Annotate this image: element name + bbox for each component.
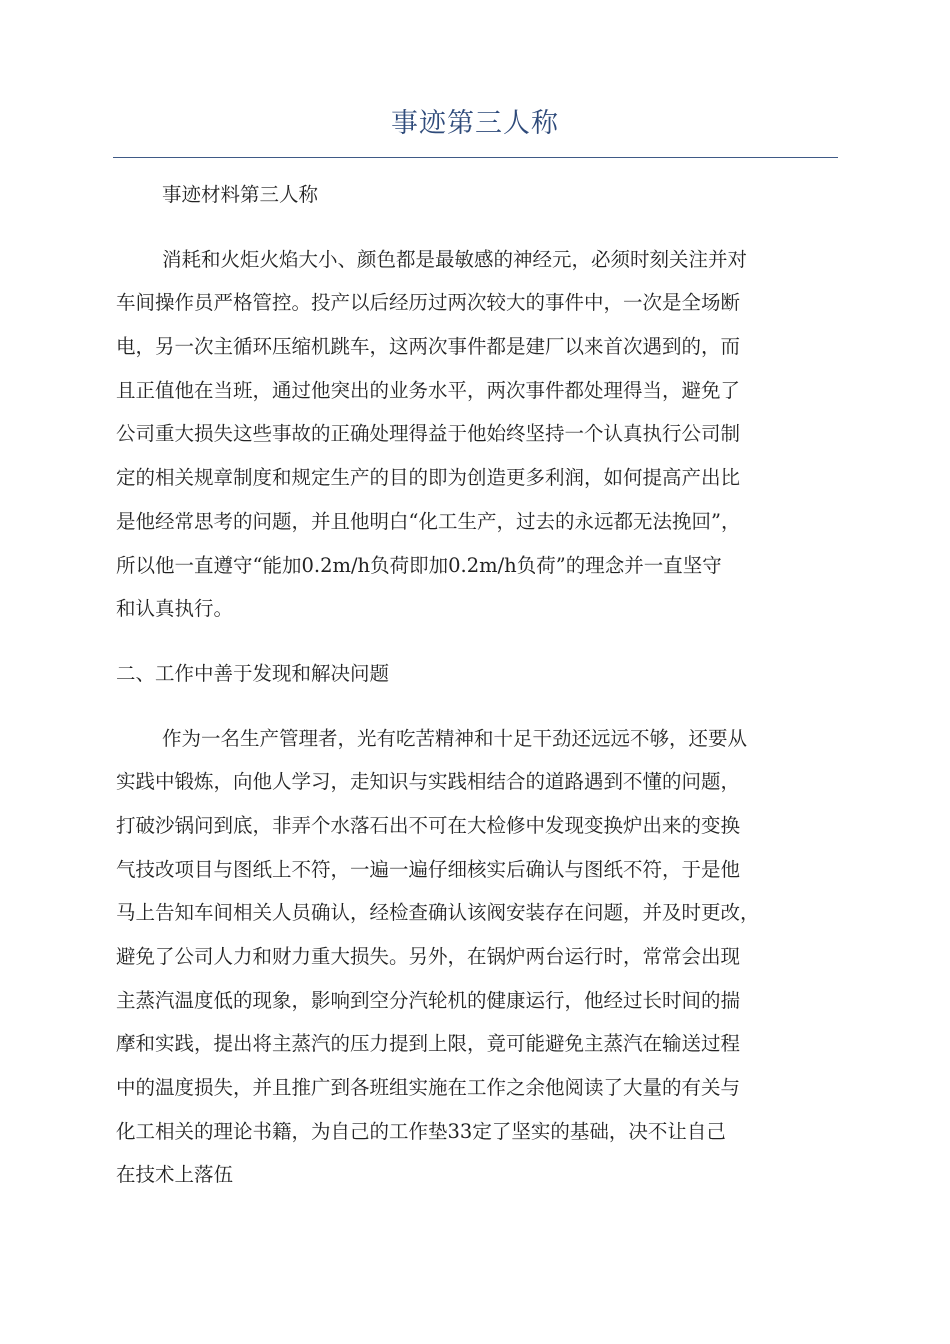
text-line: 电，另一次主循环压缩机跳车，这两次事件都是建厂以来首次遇到的，而 (116, 335, 741, 359)
text-line: 是他经常思考的问题，并且他明白“化工生产，过去的永远都无法挽回”， (116, 509, 741, 533)
paragraph-gap (116, 696, 836, 717)
text-line: 马上告知车间相关人员确认，经检查确认该阀安装存在问题，并及时更改， (116, 901, 760, 925)
text-line: 实践中锻炼，向他人学习，走知识与实践相结合的道路遇到不懂的问题， (116, 770, 741, 794)
text-line: 定的相关规章制度和规定生产的目的即为创造更多利润，如何提高产出比 (116, 466, 741, 490)
section-heading (116, 652, 836, 696)
text-line: 所以他一直遵守“能加0.2m/h负荷即加0.2m/h负荷”的理念并一直坚守 (116, 553, 722, 577)
body-paragraph (116, 238, 836, 631)
document-body (116, 173, 836, 1197)
document-title: 事迹第三人称 (391, 108, 559, 139)
text-line: 公司重大损失这些事故的正确处理得益于他始终坚持一个认真执行公司制 (116, 422, 741, 446)
text-line: 和认真执行。 (116, 597, 234, 621)
section-heading (116, 173, 836, 217)
text-line: 事迹材料第三人称 (162, 183, 319, 206)
text-line: 中的温度损失，并且推广到各班组实施在工作之余他阅读了大量的有关与 (116, 1076, 741, 1100)
text-line: 且正值他在当班，通过他突出的业务水平，两次事件都处理得当，避免了 (116, 378, 741, 402)
body-paragraph (116, 717, 836, 1198)
text-line: 打破沙锅问到底，非弄个水落石出不可在大检修中发现变换炉出来的变换 (116, 813, 741, 837)
text-line: 在技术上落伍 (116, 1163, 234, 1187)
text-line: 二、工作中善于发现和解决问题 (116, 661, 390, 685)
title-divider (113, 157, 838, 158)
text-line: 主蒸汽温度低的现象，影响到空分汽轮机的健康运行，他经过长时间的揣 (116, 988, 741, 1012)
text-line: 车间操作员严格管控。投产以后经历过两次较大的事件中，一次是全场断 (116, 291, 741, 315)
text-line: 作为一名生产管理者，光有吃苦精神和十足干劲还远远不够，还要从 (162, 726, 748, 750)
paragraph-gap (116, 217, 836, 238)
paragraph-gap (116, 631, 836, 652)
text-line: 避免了公司人力和财力重大损失。另外，在锅炉两台运行时，常常会出现 (116, 945, 741, 968)
text-line: 气技改项目与图纸上不符，一遍一遍仔细核实后确认与图纸不符，于是他 (116, 857, 741, 881)
text-line: 消耗和火炬火焰大小、颜色都是最敏感的神经元，必须时刻关注并对 (162, 247, 748, 271)
text-line: 化工相关的理论书籍，为自己的工作垫33定了坚实的基础，决不让自己 (116, 1119, 726, 1143)
text-line: 摩和实践，提出将主蒸汽的压力提到上限，竟可能避免主蒸汽在输送过程 (116, 1032, 741, 1056)
